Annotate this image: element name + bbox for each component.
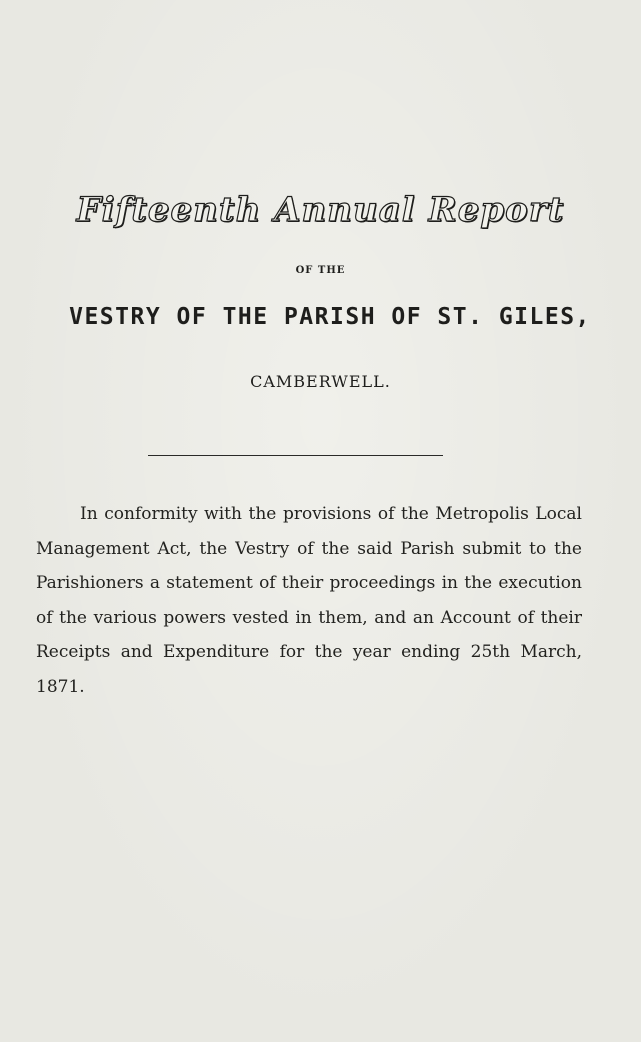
body-paragraph: In conformity with the provisions of the Metropolis Local Management Act, the Vestry of the said Parish submit to the Parishioners a statement of their proceedings in the execution of the various powers vested in them, and an Account of their Receipts and Expenditure for the year ending 25th March, 1871. bbox=[36, 504, 582, 697]
vestry-heading: VESTRY OF THE PARISH OF ST. GILES, bbox=[69, 304, 591, 330]
report-title: Fifteenth Annual Report bbox=[76, 190, 565, 230]
horizontal-rule bbox=[148, 455, 443, 456]
of-the-label: OF THE bbox=[295, 265, 346, 276]
camberwell-subheading: CAMBERWELL. bbox=[250, 372, 391, 391]
